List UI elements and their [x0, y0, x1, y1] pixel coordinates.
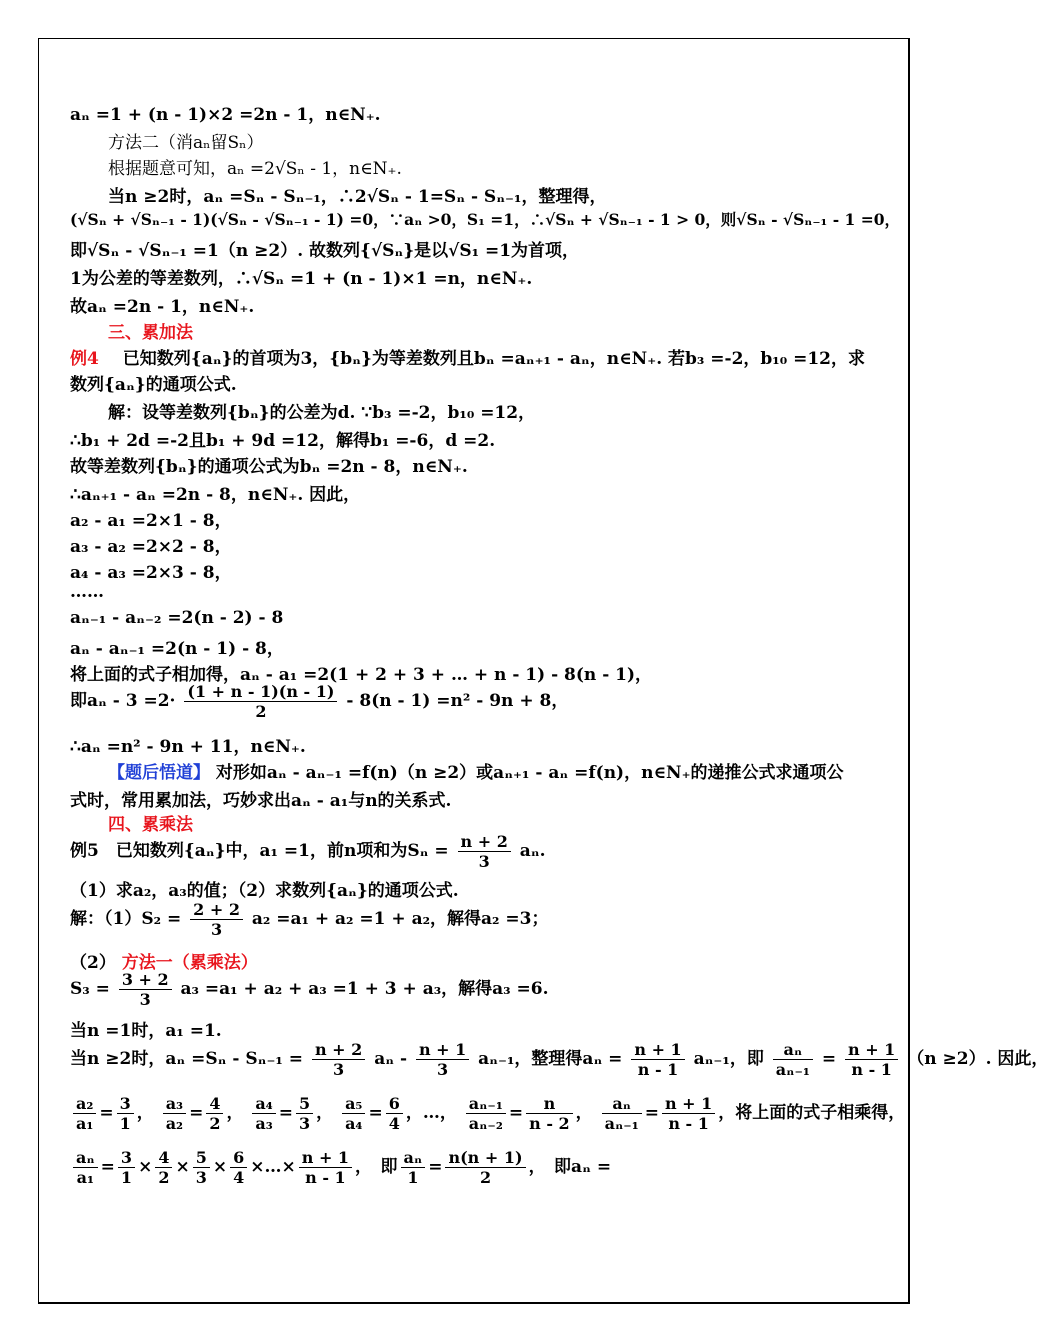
formula-line — [70, 1094, 905, 1133]
fraction-numerator: a₂ — [73, 1094, 96, 1114]
fraction-numerator: n — [526, 1094, 573, 1114]
fraction — [73, 1094, 96, 1133]
fraction-denominator: 2 — [158, 1168, 170, 1187]
text-segment: = — [644, 1103, 659, 1123]
fraction — [312, 1040, 365, 1079]
fraction-numerator: n + 1 — [416, 1040, 469, 1060]
fraction-denominator: 3 — [299, 1114, 311, 1133]
fraction — [230, 1148, 247, 1187]
fraction-denominator: aₙ₋₂ — [468, 1114, 503, 1133]
text-line: aₙ =1 + (n - 1)×2 =2n - 1，n∈N₊. — [70, 105, 381, 125]
fraction — [193, 1148, 210, 1187]
fraction-numerator: n(n + 1) — [445, 1148, 525, 1168]
fraction-numerator: aₙ — [602, 1094, 642, 1114]
fraction-numerator: aₙ₋₁ — [466, 1094, 506, 1114]
text-line: （1）求a₂，a₃的值；（2）求数列{aₙ}的通项公式. — [70, 881, 459, 901]
fraction-numerator: 6 — [386, 1094, 403, 1114]
text-segment: aₙ - — [374, 1049, 408, 1069]
text-line: 数列{aₙ}的通项公式. — [70, 375, 237, 395]
text-line: a₃ - a₂ =2×2 - 8， — [70, 537, 232, 557]
fraction-numerator: n + 2 — [312, 1040, 365, 1060]
fraction-numerator: aₙ — [401, 1148, 426, 1168]
fraction-numerator: 4 — [155, 1148, 172, 1168]
text-line: …… — [70, 582, 104, 602]
fraction-numerator: 4 — [206, 1094, 223, 1114]
text-line: ∴aₙ =n² - 9n + 11，n∈N₊. — [70, 737, 306, 757]
example-label: 例4 — [70, 349, 99, 369]
text-segment: = — [99, 1103, 114, 1123]
fraction-denominator: 1 — [120, 1168, 133, 1187]
text-segment: S₃ = — [70, 979, 110, 999]
fraction — [602, 1094, 642, 1133]
text-line: a₄ - a₃ =2×3 - 8， — [70, 563, 232, 583]
fraction-numerator: a₅ — [342, 1094, 365, 1114]
text-segment: = — [508, 1103, 524, 1123]
fraction-numerator: n + 2 — [458, 832, 511, 852]
text-line: a₂ - a₁ =2×1 - 8， — [70, 511, 232, 531]
text-segment: （n ≥2）. 因此， — [907, 1049, 1048, 1069]
formula-line — [70, 970, 549, 1009]
fraction-denominator: 4 — [233, 1168, 245, 1187]
fraction-denominator: 2 — [255, 702, 267, 721]
text-segment: 当n ≥2时，aₙ =Sₙ - Sₙ₋₁ = — [70, 1049, 304, 1069]
text-segment: 例5 已知数列{aₙ}中，a₁ =1，前n项和为Sₙ = — [70, 841, 449, 861]
text-line: 式时，常用累加法，巧妙求出aₙ - a₁与n的关系式. — [70, 791, 452, 811]
text-segment: 对形如aₙ - aₙ₋₁ =f(n)（n ≥2）或aₙ₊₁ - aₙ =f(n)，n∈N₊的递推公式求通项公 — [215, 763, 844, 783]
fraction — [445, 1148, 525, 1187]
fraction-denominator: 3 — [333, 1060, 345, 1079]
fraction — [466, 1094, 506, 1133]
fraction-denominator: a₄ — [345, 1114, 363, 1133]
fraction — [631, 1040, 684, 1079]
text-segment: = — [100, 1157, 115, 1177]
fraction-numerator: n + 1 — [845, 1040, 898, 1060]
fraction-numerator: 5 — [193, 1148, 210, 1168]
text-line: ∴aₙ₊₁ - aₙ =2n - 8，n∈N₊. 因此， — [70, 485, 361, 505]
text-segment: = — [278, 1103, 293, 1123]
fraction — [119, 970, 172, 1009]
text-segment: ， — [226, 1103, 244, 1123]
text-segment: = — [368, 1103, 383, 1123]
text-line: (√Sₙ + √Sₙ₋₁ - 1)(√Sₙ - √Sₙ₋₁ - 1) =0，∵aₙ >0，S₁ =1，∴√Sₙ + √Sₙ₋₁ - 1 > 0，则√Sₙ - √Sₙ₋₁ - 1 =0， — [70, 210, 900, 229]
text-line: aₙ - aₙ₋₁ =2(n - 1) - 8， — [70, 639, 284, 659]
text-segment: × — [138, 1157, 153, 1177]
fraction-numerator: a₃ — [163, 1094, 186, 1114]
text-segment: = — [821, 1049, 837, 1069]
fraction-denominator: aₙ₋₁ — [604, 1114, 639, 1133]
text-segment: = — [428, 1157, 443, 1177]
fraction-denominator: n - 1 — [637, 1060, 679, 1079]
fraction — [190, 900, 243, 939]
fraction — [386, 1094, 403, 1133]
fraction-numerator: aₙ — [73, 1148, 98, 1168]
fraction — [117, 1094, 134, 1133]
text-line: 根据题意可知，aₙ =2√Sₙ - 1，n∈N₊. — [108, 159, 402, 179]
fraction — [845, 1040, 898, 1079]
fraction-denominator: 3 — [210, 920, 223, 939]
text-line: 解：设等差数列{bₙ}的公差为d. ∵b₃ =-2，b₁₀ =12， — [108, 403, 536, 423]
text-line: 将上面的式子相加得，aₙ - a₁ =2(1 + 2 + 3 + … + n - 1) - 8(n - 1)， — [70, 665, 653, 685]
formula-line — [70, 900, 549, 939]
fraction-denominator: a₃ — [255, 1114, 273, 1133]
fraction-denominator: 3 — [437, 1060, 449, 1079]
method-label: 方法一（累乘法） — [121, 953, 258, 973]
text-segment: ， 即aₙ = — [528, 1157, 612, 1177]
fraction-numerator: n + 1 — [299, 1148, 352, 1168]
fraction-denominator: 4 — [388, 1114, 400, 1133]
fraction — [773, 1040, 813, 1079]
fraction — [458, 832, 511, 871]
text-line: 故aₙ =2n - 1，n∈N₊. — [70, 297, 255, 317]
text-line: 1为公差的等差数列，∴√Sₙ =1 + (n - 1)×1 =n，n∈N₊. — [70, 269, 533, 289]
formula-line — [70, 832, 546, 871]
fraction — [118, 1148, 135, 1187]
fraction-numerator: 2 + 2 — [190, 900, 243, 920]
fraction — [416, 1040, 469, 1079]
fraction — [342, 1094, 365, 1133]
text-segment: ×…× — [250, 1157, 296, 1177]
fraction-denominator: a₁ — [76, 1114, 94, 1133]
text-line: 当n ≥2时，aₙ =Sₙ - Sₙ₋₁，∴2√Sₙ - 1=Sₙ - Sₙ₋₁，整理得， — [108, 187, 607, 207]
example-line — [70, 344, 865, 369]
fraction-numerator: 3 + 2 — [119, 970, 172, 990]
fraction — [526, 1094, 573, 1133]
text-segment: （2） — [70, 953, 116, 973]
text-segment: a₂ =a₁ + a₂ =1 + a₂，解得a₂ =3； — [251, 909, 549, 929]
formula-line — [70, 1148, 611, 1187]
fraction-numerator: a₄ — [252, 1094, 275, 1114]
text-line: 故等差数列{bₙ}的通项公式为bₙ =2n - 8，n∈N₊. — [70, 457, 468, 477]
fraction-denominator: 2 — [209, 1114, 221, 1133]
fraction-denominator: n - 1 — [851, 1060, 892, 1079]
text-line: 方法二（消aₙ留Sₙ） — [108, 133, 264, 153]
fraction-denominator: n - 1 — [305, 1168, 346, 1187]
example-text: 已知数列{aₙ}的首项为3，{bₙ}为等差数列且bₙ =aₙ₊₁ - aₙ，n∈N₊. 若b₃ =-2，b₁₀ =12，求 — [122, 349, 866, 369]
fraction-denominator: 1 — [119, 1114, 131, 1133]
text-segment: × — [175, 1157, 190, 1177]
text-segment: 解：（1）S₂ = — [70, 909, 182, 929]
text-segment: aₙ₋₁，整理得aₙ = — [478, 1049, 623, 1069]
section-heading: 三、累加法 — [108, 323, 193, 343]
text-segment: ， — [316, 1103, 334, 1123]
fraction-denominator: 2 — [479, 1168, 492, 1187]
text-segment: 即aₙ - 3 =2· — [70, 691, 176, 711]
text-segment: - 8(n - 1) =n² - 9n + 8， — [346, 691, 569, 711]
fraction-numerator: 3 — [117, 1094, 134, 1114]
fraction-numerator: 6 — [230, 1148, 247, 1168]
fraction-numerator: 5 — [296, 1094, 313, 1114]
text-segment: ， — [136, 1103, 154, 1123]
text-line: 即√Sₙ - √Sₙ₋₁ =1（n ≥2）. 故数列{√Sₙ}是以√S₁ =1为首项， — [70, 241, 580, 261]
fraction-numerator: n + 1 — [631, 1040, 684, 1060]
text-segment: aₙ. — [519, 841, 546, 861]
fraction — [252, 1094, 275, 1133]
text-line — [108, 758, 844, 783]
fraction — [401, 1148, 426, 1187]
fraction-numerator: 3 — [118, 1148, 135, 1168]
fraction-denominator: aₙ₋₁ — [775, 1060, 810, 1079]
text-segment: aₙ₋₁，即 — [693, 1049, 764, 1069]
text-segment: ，将上面的式子相乘得， — [718, 1103, 906, 1123]
fraction — [662, 1094, 715, 1133]
fraction — [184, 682, 337, 721]
text-line: 当n =1时，a₁ =1. — [70, 1021, 222, 1041]
fraction — [206, 1094, 223, 1133]
fraction-denominator: 3 — [195, 1168, 207, 1187]
fraction — [299, 1148, 352, 1187]
fraction-denominator: 3 — [478, 852, 490, 871]
fraction-numerator: aₙ — [773, 1040, 813, 1060]
fraction — [163, 1094, 186, 1133]
text-segment: = — [189, 1103, 204, 1123]
text-segment: a₃ =a₁ + a₂ + a₃ =1 + 3 + a₃，解得a₃ =6. — [180, 979, 549, 999]
fraction — [155, 1148, 172, 1187]
fraction-numerator: n + 1 — [662, 1094, 715, 1114]
tip-label: 【题后悟道】 — [108, 763, 210, 783]
text-line: ∴b₁ + 2d =-2且b₁ + 9d =12，解得b₁ =-6，d =2. — [70, 431, 496, 451]
fraction — [73, 1148, 98, 1187]
fraction-numerator: (1 + n - 1)(n - 1) — [184, 682, 337, 702]
fraction-denominator: a₂ — [165, 1114, 184, 1133]
text-segment: ， 即 — [355, 1157, 398, 1177]
fraction-denominator: n - 1 — [668, 1114, 709, 1133]
text-line: aₙ₋₁ - aₙ₋₂ =2(n - 2) - 8 — [70, 608, 284, 628]
section-heading: 四、累乘法 — [108, 815, 193, 835]
text-segment: ，…， — [405, 1103, 457, 1123]
fraction-denominator: n - 2 — [529, 1114, 570, 1133]
formula-line — [70, 682, 568, 721]
fraction — [296, 1094, 313, 1133]
fraction-denominator: 3 — [139, 990, 151, 1009]
fraction-denominator: a₁ — [76, 1168, 95, 1187]
formula-line — [70, 1040, 1048, 1079]
text-segment: ， — [575, 1103, 593, 1123]
fraction-denominator: 1 — [407, 1168, 419, 1187]
text-segment: × — [212, 1157, 228, 1177]
